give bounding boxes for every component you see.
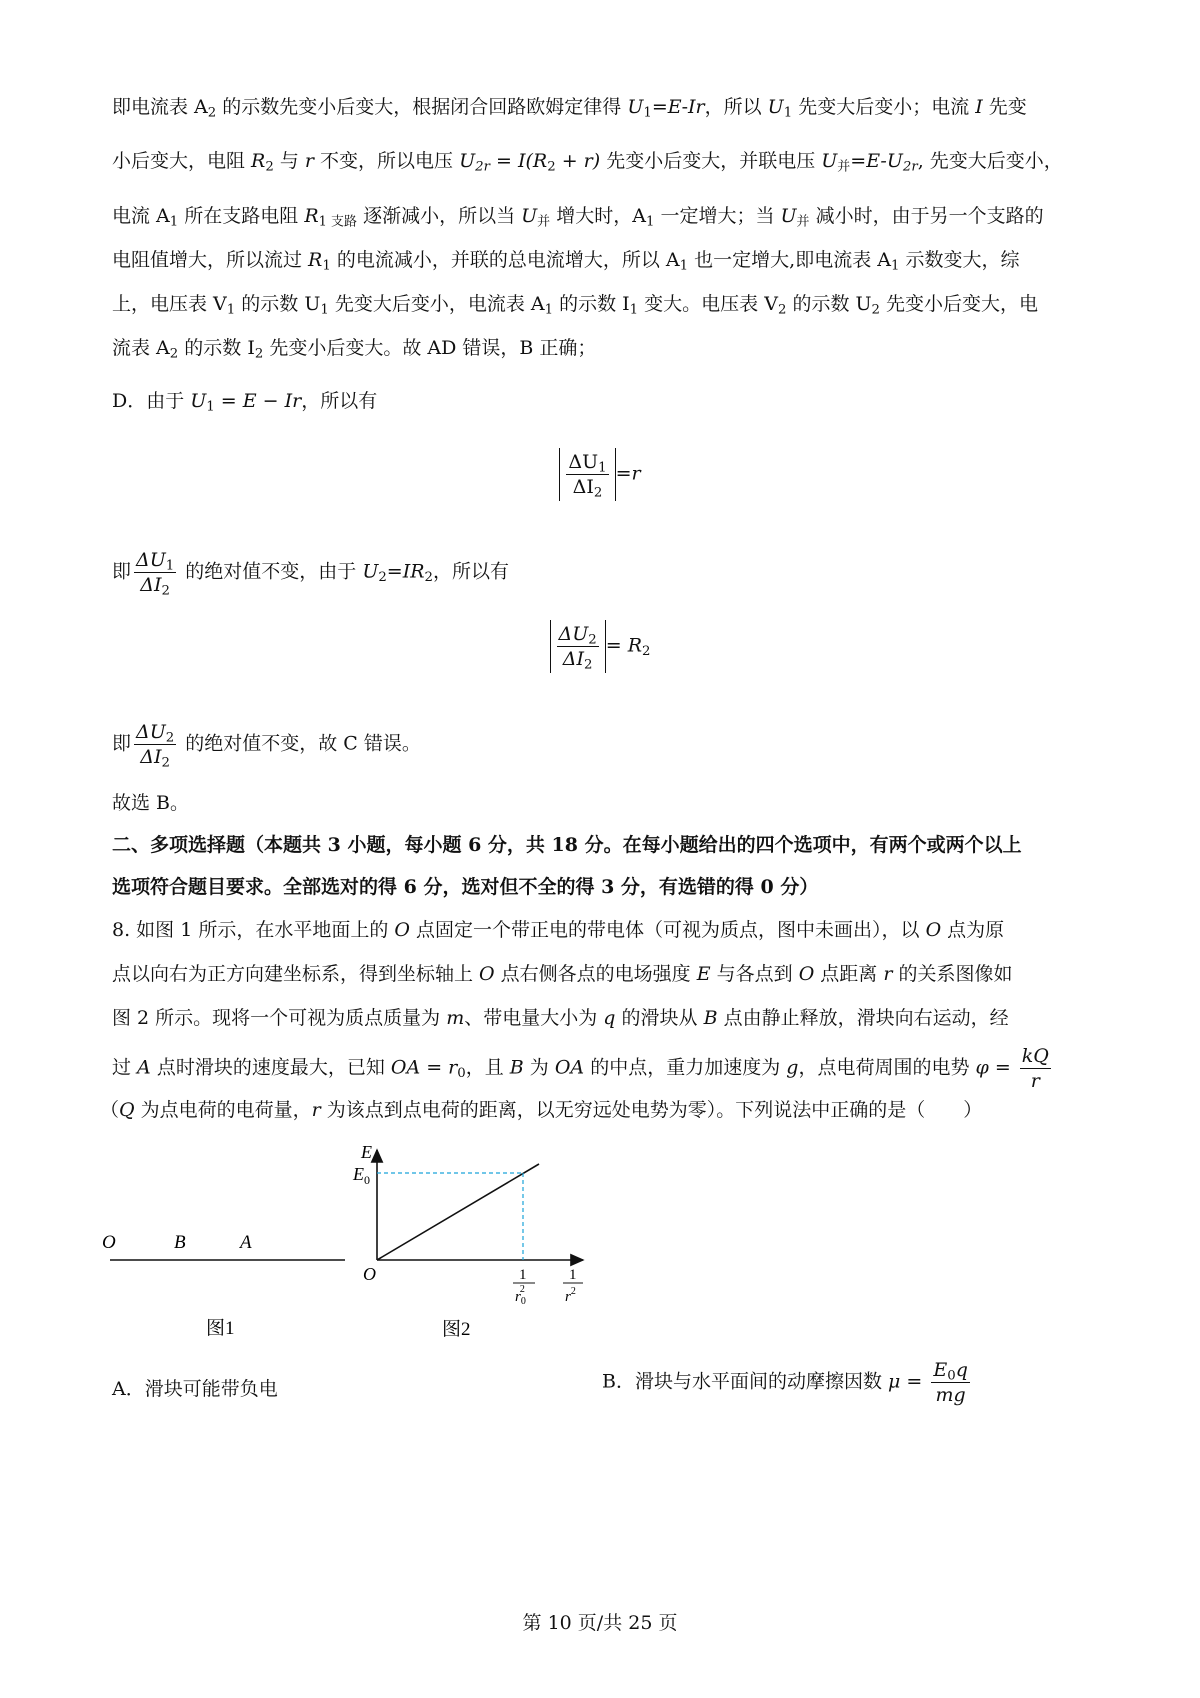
- paragraph-line-2: 小后变大，电阻 $R_2$ 与 r 不变，所以电压 $U_{2r} = I(R_2 + r)$ 先变小后变大，并联电压 $U_并=E-U_{2r}$, 先变大后变小，: [112, 150, 1063, 175]
- x0-numerator: 1: [519, 1267, 527, 1283]
- paragraph-line-5: 上，电压表 $V_1$ 的示数 $U_1$ 先变大后变小，电流表 $A_1$ 的示数 $I_1$ 变大。电压表 $V_2$ 的示数 $U_2$ 先变小后变大，电: [112, 293, 1039, 318]
- question-line-2: 点以向右为正方向建坐标系，得到坐标轴上 O 点右侧各点的电场强度 E 与各点到 O 点距离 r 的关系图像如: [112, 963, 1013, 985]
- question-line-5: （Q 为点电荷的电荷量，r 为该点到点电荷的距离，以无穷远处电势为零）。下列说法中正确的是（ ）: [100, 1099, 983, 1121]
- figure-2: [345, 1138, 605, 1343]
- e0-label: $E_0$: [353, 1164, 370, 1187]
- y-axis-label: E: [361, 1142, 372, 1162]
- figure-1-caption: 图1: [206, 1318, 235, 1339]
- section-heading-line-2: 选项符合题目要求。全部选对的得 6 分，选对但不全的得 3 分，有选错的得 0 分）: [112, 876, 819, 898]
- paragraph-line-7: D．由于 $U_1 = E - Ir$，所以有: [112, 390, 378, 415]
- x-axis-numerator: 1: [569, 1267, 577, 1283]
- x-axis-denominator: $r^2$: [565, 1286, 576, 1305]
- figure-1: [100, 1220, 360, 1350]
- point-b-label: B: [174, 1232, 186, 1253]
- origin-label: O: [363, 1264, 376, 1284]
- question-line-4: 过 A 点时滑块的速度最大，已知 OA = $r_0$，且 B 为 OA 的中点，重力加速度为 g，点电荷周围的电势 φ = $\frac{kQ}{r}$: [112, 1045, 1049, 1092]
- option-a: A．滑块可能带负电: [112, 1378, 278, 1400]
- figure-2-caption: 图2: [442, 1319, 471, 1340]
- equation-2: $\frac{\Delta U_2}{\Delta I_2}$ = $R_2$: [0, 620, 1200, 673]
- section-heading-line-1: 二、多项选择题（本题共 3 小题，每小题 6 分，共 18 分。在每小题给出的四个选项中，有两个或两个以上: [112, 834, 1022, 856]
- paragraph-line-9: 即 $\frac{\Delta U_2}{\Delta I_2}$ 的绝对值不变，故 C 错误。: [112, 721, 421, 771]
- x0-denominator: $r_02$: [515, 1284, 526, 1307]
- paragraph-line-6: 流表 $A_2$ 的示数 $I_2$ 先变小后变大。故 AD 错误，B 正确；: [112, 337, 597, 362]
- equation-1: $\frac{\Delta U_1}{\Delta I_2}$ =r: [0, 448, 1200, 501]
- option-b: B．滑块与水平面间的动摩擦因数 μ = $\frac{E_0q}{mg}$: [602, 1359, 968, 1406]
- paragraph-line-1: 即电流表 $A_2$ 的示数先变小后变大，根据闭合回路欧姆定律得 $U_1=E-Ir$，所以 $U_1$ 先变大后变小；电流 I 先变: [112, 96, 1027, 121]
- e-line: [377, 1164, 539, 1260]
- paragraph-line-8: 即 $\frac{\Delta U_1}{\Delta I_2}$ 的绝对值不变，由于 $U_2=IR_2$，所以有: [112, 549, 510, 599]
- paragraph-line-3: 电流 $A_1$ 所在支路电阻 $R_{1 支路}$ 逐渐减小，所以当 $U_并$ 增大时，$A_1$ 一定增大；当 $U_并$ 减小时，由于另一个支路的: [112, 205, 1044, 230]
- page-footer: 第 10 页/共 25 页: [522, 1612, 678, 1634]
- point-o-label: O: [102, 1232, 116, 1253]
- question-line-1: 8. 如图 1 所示，在水平地面上的 O 点固定一个带正电的带电体（可视为质点，图中未画出），以 O 点为原: [112, 919, 1005, 941]
- paragraph-line-10: 故选 B。: [112, 792, 190, 814]
- point-a-label: A: [240, 1232, 252, 1253]
- paragraph-line-4: 电阻值增大，所以流过 $R_1$ 的电流减小，并联的总电流增大，所以 $A_1$ 也一定增大,即电流表 $A_1$ 示数变大，综: [112, 249, 1020, 274]
- question-line-3: 图 2 所示。现将一个可视为质点质量为 m、带电量大小为 q 的滑块从 B 点由静止释放，滑块向右运动，经: [112, 1007, 1009, 1029]
